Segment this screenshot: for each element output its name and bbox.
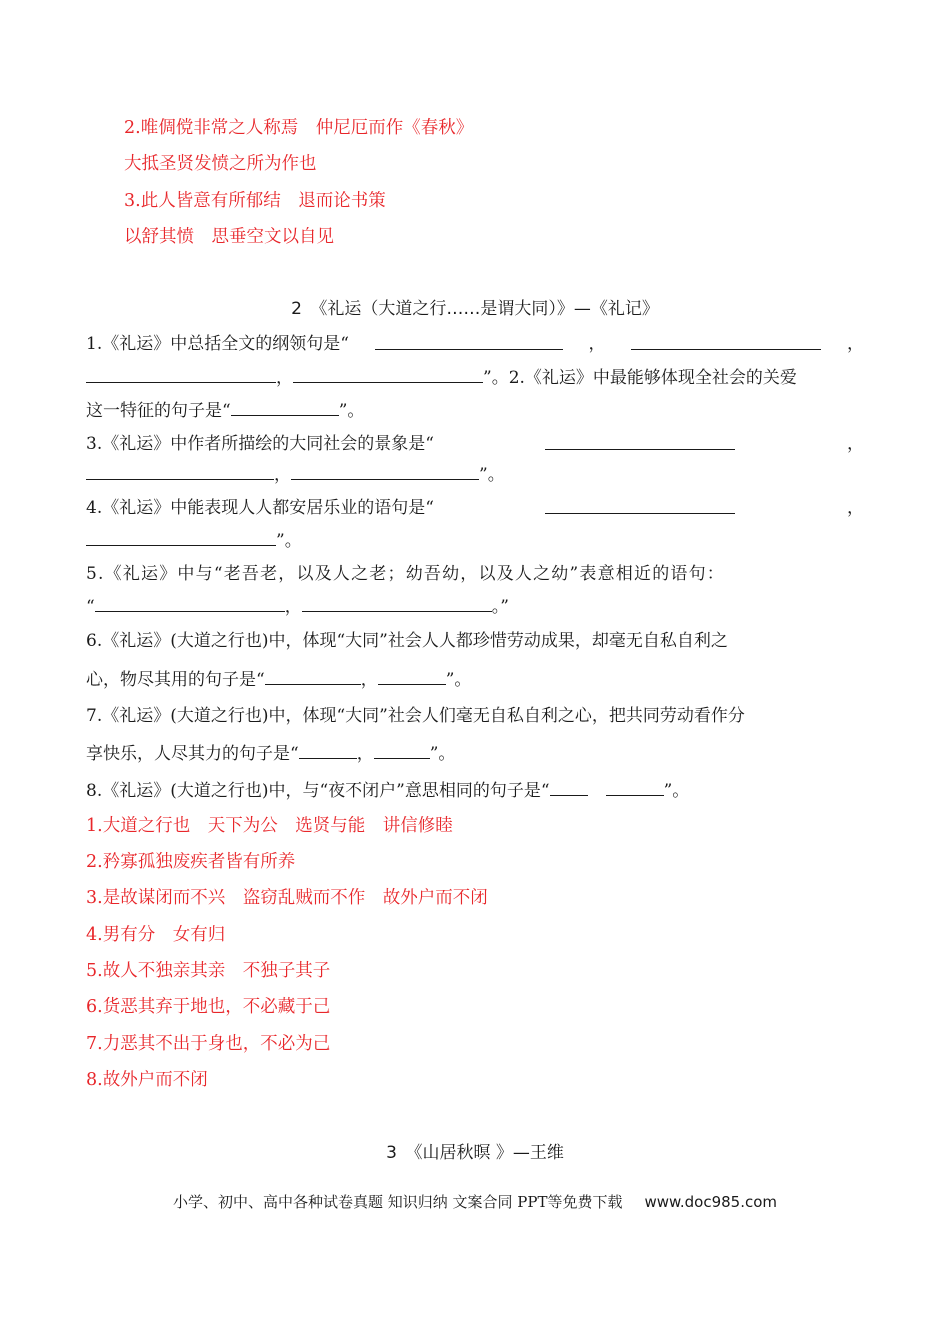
footer-text: 小学、初中、高中各种试卷真题 知识归纳 文案合同 PPT等免费下载: [172, 1193, 623, 1211]
answer-line: 2.唯倜傥非常之人称焉 仲尼厄而作《春秋》: [124, 118, 474, 138]
question-7-line-1: 7.《礼运》(大道之行也)中，体现“大同”社会人们毫无自私自利之心，把共同劳动看作分: [86, 706, 745, 726]
question-text: ”。: [429, 744, 456, 764]
question-text: 4.《礼运》中能表现人人都安居乐业的语句是“: [86, 498, 434, 518]
question-3-line-2: [86, 463, 864, 486]
question-4-line-2: [86, 529, 864, 552]
fill-blank: [265, 668, 361, 685]
question-text: ，: [846, 334, 864, 354]
question-5-line-1: 5.《礼运》中与“老吾老，以及人之老；幼吾幼，以及人之幼”表意相近的语句：: [86, 564, 725, 584]
answer-line: 大抵圣贤发愤之所为作也: [124, 154, 317, 174]
fill-blank: [293, 366, 483, 383]
fill-blank: [550, 779, 588, 796]
fill-blank: [374, 742, 430, 759]
question-text: ，: [274, 465, 291, 485]
fill-blank: [302, 595, 492, 612]
answer-line: 8.故外户而不闭: [86, 1070, 208, 1090]
footer-link[interactable]: www.doc985.com: [644, 1193, 778, 1211]
question-text: 8.《礼运》(大道之行也)中，与“夜不闭户”意思相同的句子是“: [86, 781, 550, 801]
question-text: ，: [846, 498, 864, 518]
question-text: ，: [360, 670, 378, 690]
question-text: ，: [284, 597, 302, 617]
question-text: 享快乐，人尽其力的句子是“: [86, 744, 299, 764]
question-text: ，: [356, 744, 374, 764]
question-1-line-1: [86, 333, 864, 355]
question-text: ，: [276, 368, 293, 388]
fill-blank: [545, 497, 735, 514]
question-text: ”。: [338, 401, 365, 421]
question-text: ”。: [445, 670, 472, 690]
answer-line: 4.男有分 女有归: [86, 925, 226, 945]
answer-line: 3.此人皆意有所郁结 退而论书策: [124, 191, 386, 211]
answer-line: 6.货恶其弃于地也，不必藏于己: [86, 997, 331, 1017]
question-text: “: [86, 597, 95, 617]
fill-blank: [86, 463, 274, 480]
question-text: 。”: [491, 597, 509, 617]
page-footer: [0, 1192, 950, 1212]
question-6-line-1: 6.《礼运》(大道之行也)中，体现“大同”社会人人都珍惜劳动成果，却毫无自私自利之: [86, 631, 728, 651]
question-text: 1.《礼运》中总括全文的纲领句是“: [86, 334, 349, 354]
question-6-line-2: [86, 668, 864, 691]
fill-blank: [545, 433, 735, 450]
answer-line: 2.矜寡孤独废疾者皆有所养: [86, 852, 296, 872]
question-text: 这一特征的句子是“: [86, 401, 231, 421]
question-5-line-2: [86, 595, 864, 618]
question-4-line-1: [86, 497, 864, 519]
fill-blank: [631, 333, 821, 350]
answer-line: 以舒其愤 思垂空文以自见: [124, 227, 334, 247]
fill-blank: [606, 779, 664, 796]
question-text: 3.《礼运》中作者所描绘的大同社会的景象是“: [86, 434, 434, 454]
question-3-line-1: [86, 433, 864, 455]
question-text: 心，物尽其用的句子是“: [86, 670, 265, 690]
question-text: ，: [846, 434, 864, 454]
fill-blank: [231, 399, 339, 416]
question-7-line-2: [86, 742, 864, 765]
fill-blank: [375, 333, 563, 350]
question-text: ”。: [276, 531, 302, 551]
section-heading: 3 《山居秋暝 》—王维: [386, 1143, 564, 1163]
question-2-line: [86, 399, 864, 422]
question-text: ”。: [479, 465, 505, 485]
fill-blank: [299, 742, 357, 759]
answer-line: 5.故人不独亲其亲 不独子其子: [86, 961, 331, 981]
fill-blank: [95, 595, 285, 612]
question-text: ”。: [663, 781, 690, 801]
section-heading: 2 《礼运（大道之行……是谓大同）》—《礼记》: [291, 299, 659, 319]
question-text: ”。2.《礼运》中最能够体现全社会的关爱: [483, 368, 797, 388]
fill-blank: [291, 463, 479, 480]
answer-line: 7.力恶其不出于身也，不必为己: [86, 1034, 331, 1054]
question-text: ，: [588, 334, 606, 354]
question-8-line: [86, 779, 864, 802]
fill-blank: [378, 668, 446, 685]
question-1-line-2: [86, 366, 864, 389]
fill-blank: [86, 529, 276, 546]
fill-blank: [86, 366, 276, 383]
answer-line: 3.是故谋闭而不兴 盗窃乱贼而不作 故外户而不闭: [86, 888, 488, 908]
answer-line: 1.大道之行也 天下为公 选贤与能 讲信修睦: [86, 816, 453, 836]
